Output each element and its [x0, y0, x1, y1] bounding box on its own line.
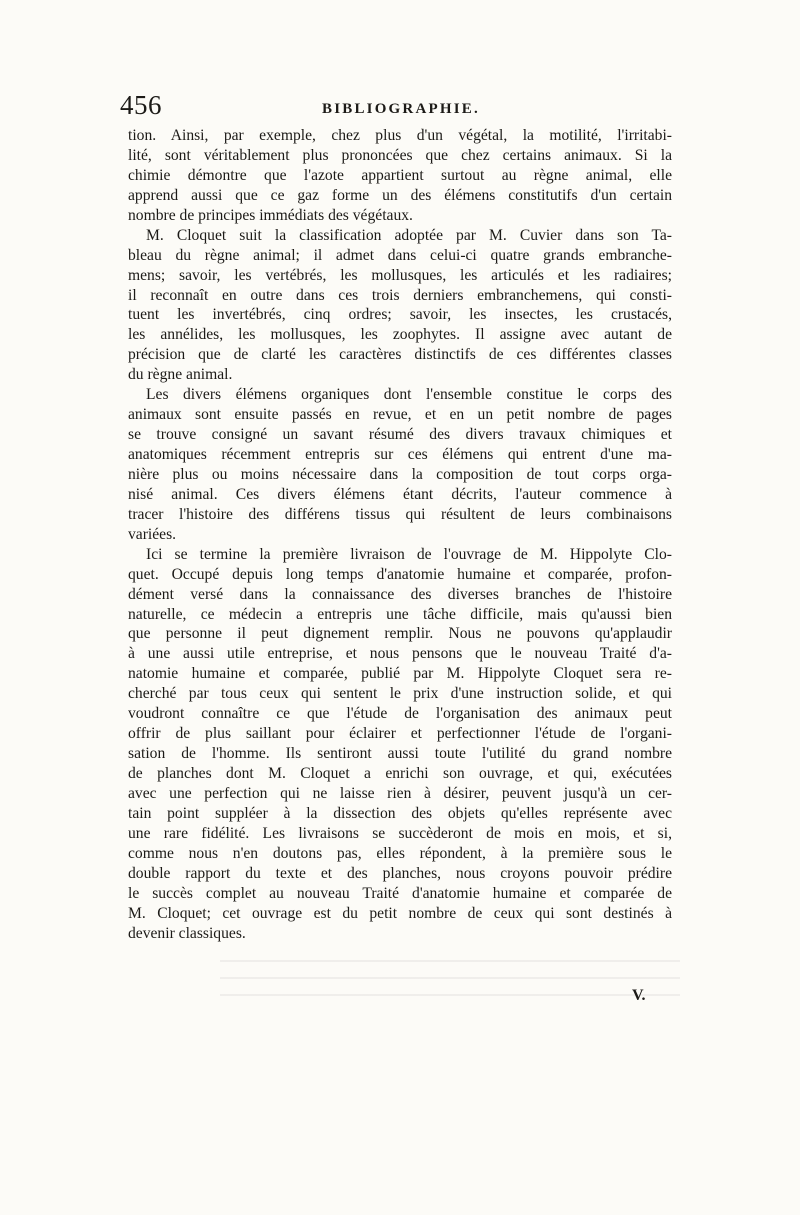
text-line: animaux sont ensuite passés en revue, et en un petit nombre de pages: [128, 406, 672, 424]
text-line: anatomiques récemment entrepris sur ces élémens qui entrent d'une ma-: [128, 446, 672, 463]
text-line: devenir classiques.: [128, 924, 246, 942]
text-line: à une aussi utile entreprise, et nous pensons que le nouveau Traité d'a-: [128, 645, 672, 663]
text-line: double rapport du texte et des planches, nous croyons pouvoir prédire: [128, 864, 672, 882]
body-text: [128, 126, 672, 943]
text-line: cherché par tous ceux qui sentent le prix d'une instruction solide, et qui: [128, 685, 672, 703]
text-line: M. Cloquet; cet ouvrage est du petit nombre de ceux qui sont destinés à: [128, 904, 672, 922]
text-line: comme nous n'en doutons pas, elles répondent, à la première sous le: [128, 844, 672, 862]
text-line: natomie humaine et comparée, publié par M. Hippolyte Cloquet sera re-: [128, 665, 672, 683]
text-line: M. Cloquet suit la classification adoptée par M. Cuvier dans son Ta-: [146, 226, 672, 244]
text-line: le succès complet au nouveau Traité d'anatomie humaine et comparée de: [128, 884, 672, 902]
text-line: de planches dont M. Cloquet a enrichi son ouvrage, et qui, exécutées: [128, 765, 672, 782]
text-line: Les divers élémens organiques dont l'ensemble constitue le corps des: [146, 386, 672, 404]
text-line: offrir de plus saillant pour éclairer et perfectionner l'étude de l'organi-: [128, 725, 672, 743]
text-line: voudront connaître ce que l'étude de l'organisation des animaux peut: [128, 705, 672, 723]
text-line: les annélides, les mollusques, les zoophytes. Il assigne avec autant de: [128, 326, 672, 344]
page-number: 456: [120, 90, 162, 120]
text-line: chimie démontre que l'azote appartient surtout au règne animal, elle: [128, 166, 672, 184]
text-line: tain point suppléer à la dissection des objets qu'elles représente avec: [128, 804, 672, 822]
text-line: tion. Ainsi, par exemple, chez plus d'un végétal, la motilité, l'irritabi-: [128, 127, 672, 144]
signature-initial: V.: [632, 987, 646, 1004]
text-line: tuent les invertébrés, cinq ordres; savoir, les insectes, les crustacés,: [128, 306, 672, 324]
running-head: BIBLIOGRAPHIE.: [322, 101, 480, 117]
text-line: nombre de principes immédiats des végétaux.: [128, 206, 413, 224]
bleed-through-shadow: [220, 960, 680, 1008]
text-line: apprend aussi que ce gaz forme un des élémens constitutifs d'un certain: [128, 186, 672, 204]
text-line: se trouve consigné un savant résumé des divers travaux chimiques et: [128, 426, 672, 444]
text-line: Ici se termine la première livraison de l'ouvrage de M. Hippolyte Clo-: [146, 545, 672, 563]
text-line: que personne il peut dignement remplir. Nous ne pouvons qu'applaudir: [128, 625, 672, 643]
text-line: dément versé dans la connaissance des diverses branches de l'histoire: [128, 585, 672, 603]
text-line: nisé animal. Ces divers élémens étant décrits, l'auteur commence à: [128, 485, 672, 503]
text-line: sation de l'homme. Ils sentiront aussi toute l'utilité du grand nombre: [128, 745, 672, 763]
text-line: naturelle, ce médecin a entrepris une tâche difficile, mais qu'aussi bien: [128, 605, 672, 623]
text-line: il reconnaît en outre dans ces trois derniers embranchemens, qui consti-: [128, 286, 672, 304]
text-line: variées.: [128, 525, 177, 543]
text-line: du règne animal.: [128, 366, 233, 384]
text-line: lité, sont véritablement plus prononcées que chez certains animaux. Si la: [128, 146, 672, 164]
text-line: nière plus ou moins nécessaire dans la composition de tout corps orga-: [128, 465, 672, 483]
text-line: avec une perfection qui ne laisse rien à désirer, peuvent jusqu'à un cer-: [128, 784, 672, 802]
text-line: quet. Occupé depuis long temps d'anatomie humaine et comparée, profon-: [128, 565, 672, 583]
text-line: une rare fidélité. Les livraisons se succèderont de mois en mois, et si,: [128, 824, 672, 842]
text-line: bleau du règne animal; il admet dans celui-ci quatre grands embranche-: [128, 246, 672, 264]
text-line: tracer l'histoire des différens tissus qui résultent de leurs combinaisons: [128, 505, 672, 523]
text-line: mens; savoir, les vertébrés, les mollusques, les articulés et les radiaires;: [128, 266, 672, 284]
text-line: précision que de clarté les caractères distinctifs de ces différentes classes: [128, 346, 672, 364]
